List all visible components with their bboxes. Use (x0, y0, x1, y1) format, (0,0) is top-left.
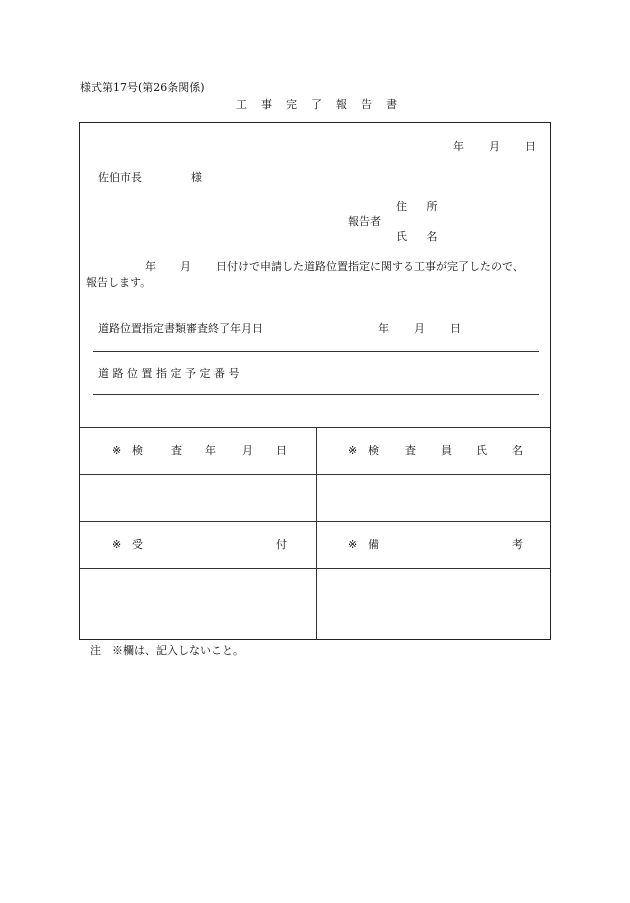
date-day-label: 日 (525, 140, 536, 153)
reporter-name-label: 氏 名 (396, 230, 446, 243)
inspection-date-mark: ※ (112, 444, 122, 457)
body-year-label: 年 (145, 260, 156, 273)
inspection-date-char-2: 査 (171, 444, 182, 457)
inspector-name-mark: ※ (348, 444, 358, 457)
review-end-label: 道路位置指定書類審査終了年月日 (98, 322, 263, 335)
inspector-name-char-4: 氏 (476, 444, 487, 457)
reporter-label: 報告者 (348, 215, 381, 228)
body-text-line2: 報告します。 (86, 276, 152, 289)
table-row-divider-1 (80, 474, 550, 475)
document-title: 工事完了報告書 (236, 98, 411, 111)
review-end-year-label: 年 (378, 322, 389, 335)
inspection-date-char-1: 検 (132, 444, 143, 457)
review-end-underline (93, 351, 539, 352)
form-frame (79, 122, 551, 640)
remarks-mark: ※ (348, 538, 358, 551)
planned-number-label: 道 路 位 置 指 定 予 定 番 号 (98, 367, 240, 380)
planned-number-underline (93, 394, 539, 395)
inspection-date-char-3: 年 (205, 444, 216, 457)
form-number: 様式第17号(第26条関係) (80, 81, 205, 94)
addressee-mayor: 佐伯市長 (98, 171, 142, 184)
inspector-name-char-3: 員 (441, 444, 452, 457)
addressee-honorific: 様 (191, 171, 202, 184)
reception-char-2: 付 (276, 538, 287, 551)
date-year-label: 年 (453, 140, 464, 153)
inspection-date-char-4: 月 (242, 444, 253, 457)
date-month-label: 月 (489, 140, 500, 153)
table-row-divider-2 (80, 521, 550, 522)
footnote: 注 ※欄は、記入しないこと。 (90, 644, 244, 657)
table-top-border (80, 427, 550, 428)
review-end-day-label: 日 (450, 322, 461, 335)
table-row-divider-3 (80, 568, 550, 569)
reception-char-1: 受 (132, 538, 143, 551)
reporter-address-label: 住 所 (396, 200, 446, 213)
remarks-char-1: 備 (368, 538, 379, 551)
remarks-char-2: 考 (512, 538, 523, 551)
inspector-name-char-5: 名 (512, 444, 523, 457)
body-text-line1: 日付けで申請した道路位置指定に関する工事が完了したので、 (216, 260, 524, 273)
review-end-month-label: 月 (414, 322, 425, 335)
inspection-date-char-5: 日 (276, 444, 287, 457)
body-month-label: 月 (180, 260, 191, 273)
inspector-name-char-1: 検 (368, 444, 379, 457)
table-column-divider (316, 427, 317, 639)
reception-mark: ※ (112, 538, 122, 551)
inspector-name-char-2: 査 (405, 444, 416, 457)
